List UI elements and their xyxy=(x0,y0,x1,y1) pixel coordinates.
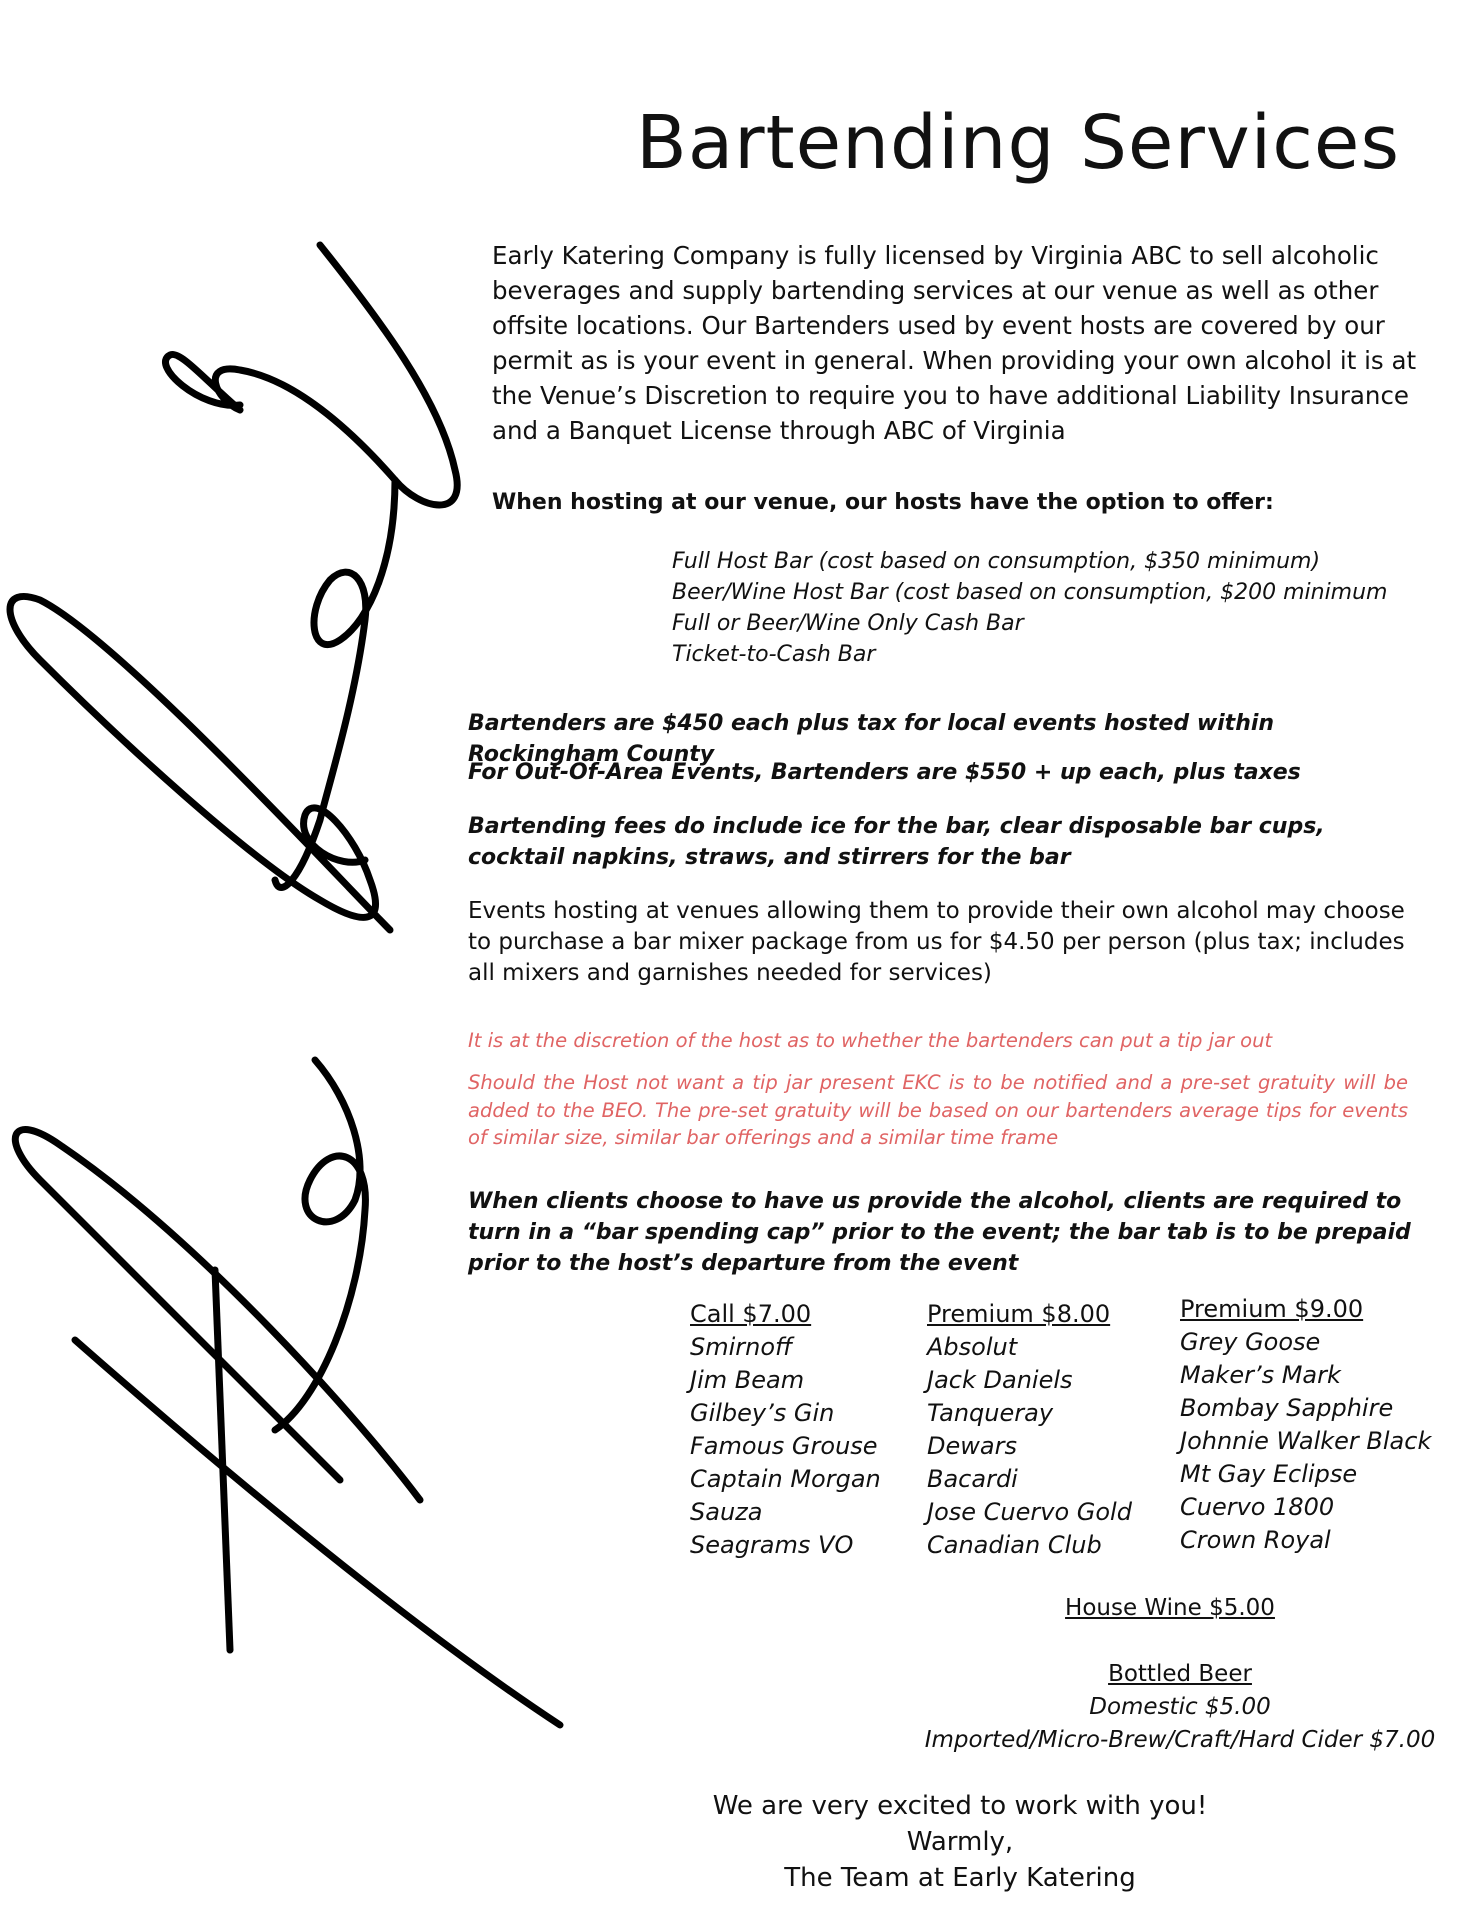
liquor-item: Dewars xyxy=(927,1432,1017,1460)
closing-line-3: The Team at Early Katering xyxy=(784,1863,1136,1893)
tip-jar-note: It is at the discretion of the host as to whether the bartenders can put a tip jar out xyxy=(468,1029,1273,1052)
price-column-header: Premium $8.00 xyxy=(927,1300,1111,1328)
liquor-item: Seagrams VO xyxy=(690,1531,854,1559)
liquor-item: Canadian Club xyxy=(927,1531,1102,1559)
liquor-item: Maker’s Mark xyxy=(1180,1361,1341,1389)
fees-include-note: Bartending fees do include ice for the bar, clear disposable bar cups, cocktail napkins, straws, and stirrers for the bar xyxy=(468,814,1325,870)
script-stroke-upper xyxy=(165,245,457,505)
script-stroke-lower-loop xyxy=(15,1130,420,1500)
liquor-item: Smirnoff xyxy=(690,1333,793,1361)
liquor-item: Absolut xyxy=(927,1333,1018,1361)
intro-paragraph: Early Katering Company is fully licensed by Virginia ABC to sell alcoholic beverages and supply bartending services at our venue as well as other offsite locations. Our Bartenders used by event hosts are covered by our permit as is your event in general. When providing your own alcohol it is at the Venue’s Discretion to require you to have additional Liability Insurance and a Banquet License through ABC of Virginia xyxy=(492,241,1417,445)
price-column-premium-8 xyxy=(927,1298,1167,1562)
page-title: Bartending Services xyxy=(636,100,1400,186)
imported-beer-price: Imported/Micro-Brew/Craft/Hard Cider $7.00 xyxy=(924,1727,1436,1753)
liquor-item: Grey Goose xyxy=(1180,1328,1321,1356)
script-stroke-diagonal xyxy=(75,1340,560,1725)
offer-option: Full or Beer/Wine Only Cash Bar xyxy=(672,611,1024,636)
liquor-item: Bacardi xyxy=(927,1465,1018,1493)
liquor-item: Johnnie Walker Black xyxy=(1180,1427,1432,1455)
price-column-premium-9 xyxy=(1180,1293,1460,1557)
script-stroke-long-loop xyxy=(10,596,390,930)
bottled-beer-section xyxy=(900,1658,1460,1757)
bartender-local-rate: Bartenders are $450 each plus tax for local events hosted within Rockingham County xyxy=(468,711,1275,767)
offer-option: Beer/Wine Host Bar (cost based on consumption, $200 minimum xyxy=(672,580,1388,605)
price-column-header: Call $7.00 xyxy=(690,1300,812,1328)
script-stroke-lower-cross xyxy=(275,1060,365,1430)
liquor-item: Tanqueray xyxy=(927,1399,1054,1427)
price-column-call xyxy=(690,1298,910,1562)
script-stroke-loop xyxy=(275,480,395,888)
offer-heading: When hosting at our venue, our hosts have the option to offer: xyxy=(492,490,1274,515)
liquor-item: Jose Cuervo Gold xyxy=(927,1498,1132,1526)
offer-option: Full Host Bar (cost based on consumption, $350 minimum) xyxy=(672,549,1321,574)
closing-line-1: We are very excited to work with you! xyxy=(712,1791,1208,1821)
bottled-beer-header: Bottled Beer xyxy=(1108,1661,1252,1687)
offer-option: Ticket-to-Cash Bar xyxy=(672,642,876,667)
liquor-item: Cuervo 1800 xyxy=(1180,1493,1335,1521)
liquor-item: Gilbey’s Gin xyxy=(690,1399,835,1427)
bartender-out-of-area-rate: For Out-Of-Area Events, Bartenders are $550 + up each, plus taxes xyxy=(468,760,1301,785)
script-stroke-vertical xyxy=(215,1270,230,1650)
liquor-item: Famous Grouse xyxy=(690,1432,878,1460)
offer-options-list xyxy=(672,546,1432,670)
liquor-item: Bombay Sapphire xyxy=(1180,1394,1394,1422)
gratuity-note: Should the Host not want a tip jar present EKC is to be notified and a pre-set gratuity will be added to the BEO. The pre-set gratuity will be based on our bartenders average tips for events of similar size, similar bar offerings and a similar time frame xyxy=(468,1071,1408,1149)
liquor-item: Jim Beam xyxy=(690,1366,805,1394)
liquor-item: Captain Morgan xyxy=(690,1465,881,1493)
liquor-item: Crown Royal xyxy=(1180,1526,1331,1554)
liquor-item: Jack Daniels xyxy=(927,1366,1073,1394)
closing-message xyxy=(560,1788,1360,1896)
liquor-item: Sauza xyxy=(690,1498,763,1526)
price-column-header: Premium $9.00 xyxy=(1180,1295,1364,1323)
closing-line-2: Warmly, xyxy=(906,1827,1014,1857)
mixer-package-paragraph: Events hosting at venues allowing them to provide their own alcohol may choose to purchase a bar mixer package from us for $4.50 per person (plus tax; includes all mixers and garnishes needed for services) xyxy=(468,898,1405,986)
liquor-item: Mt Gay Eclipse xyxy=(1180,1460,1358,1488)
domestic-beer-price: Domestic $5.00 xyxy=(1089,1694,1271,1720)
spending-cap-note: When clients choose to have us provide the alcohol, clients are required to turn in a “bar spending cap” prior to the event; the bar tab is to be prepaid prior to the host’s departure from the event xyxy=(468,1189,1411,1276)
house-wine-price: House Wine $5.00 xyxy=(1065,1595,1275,1621)
